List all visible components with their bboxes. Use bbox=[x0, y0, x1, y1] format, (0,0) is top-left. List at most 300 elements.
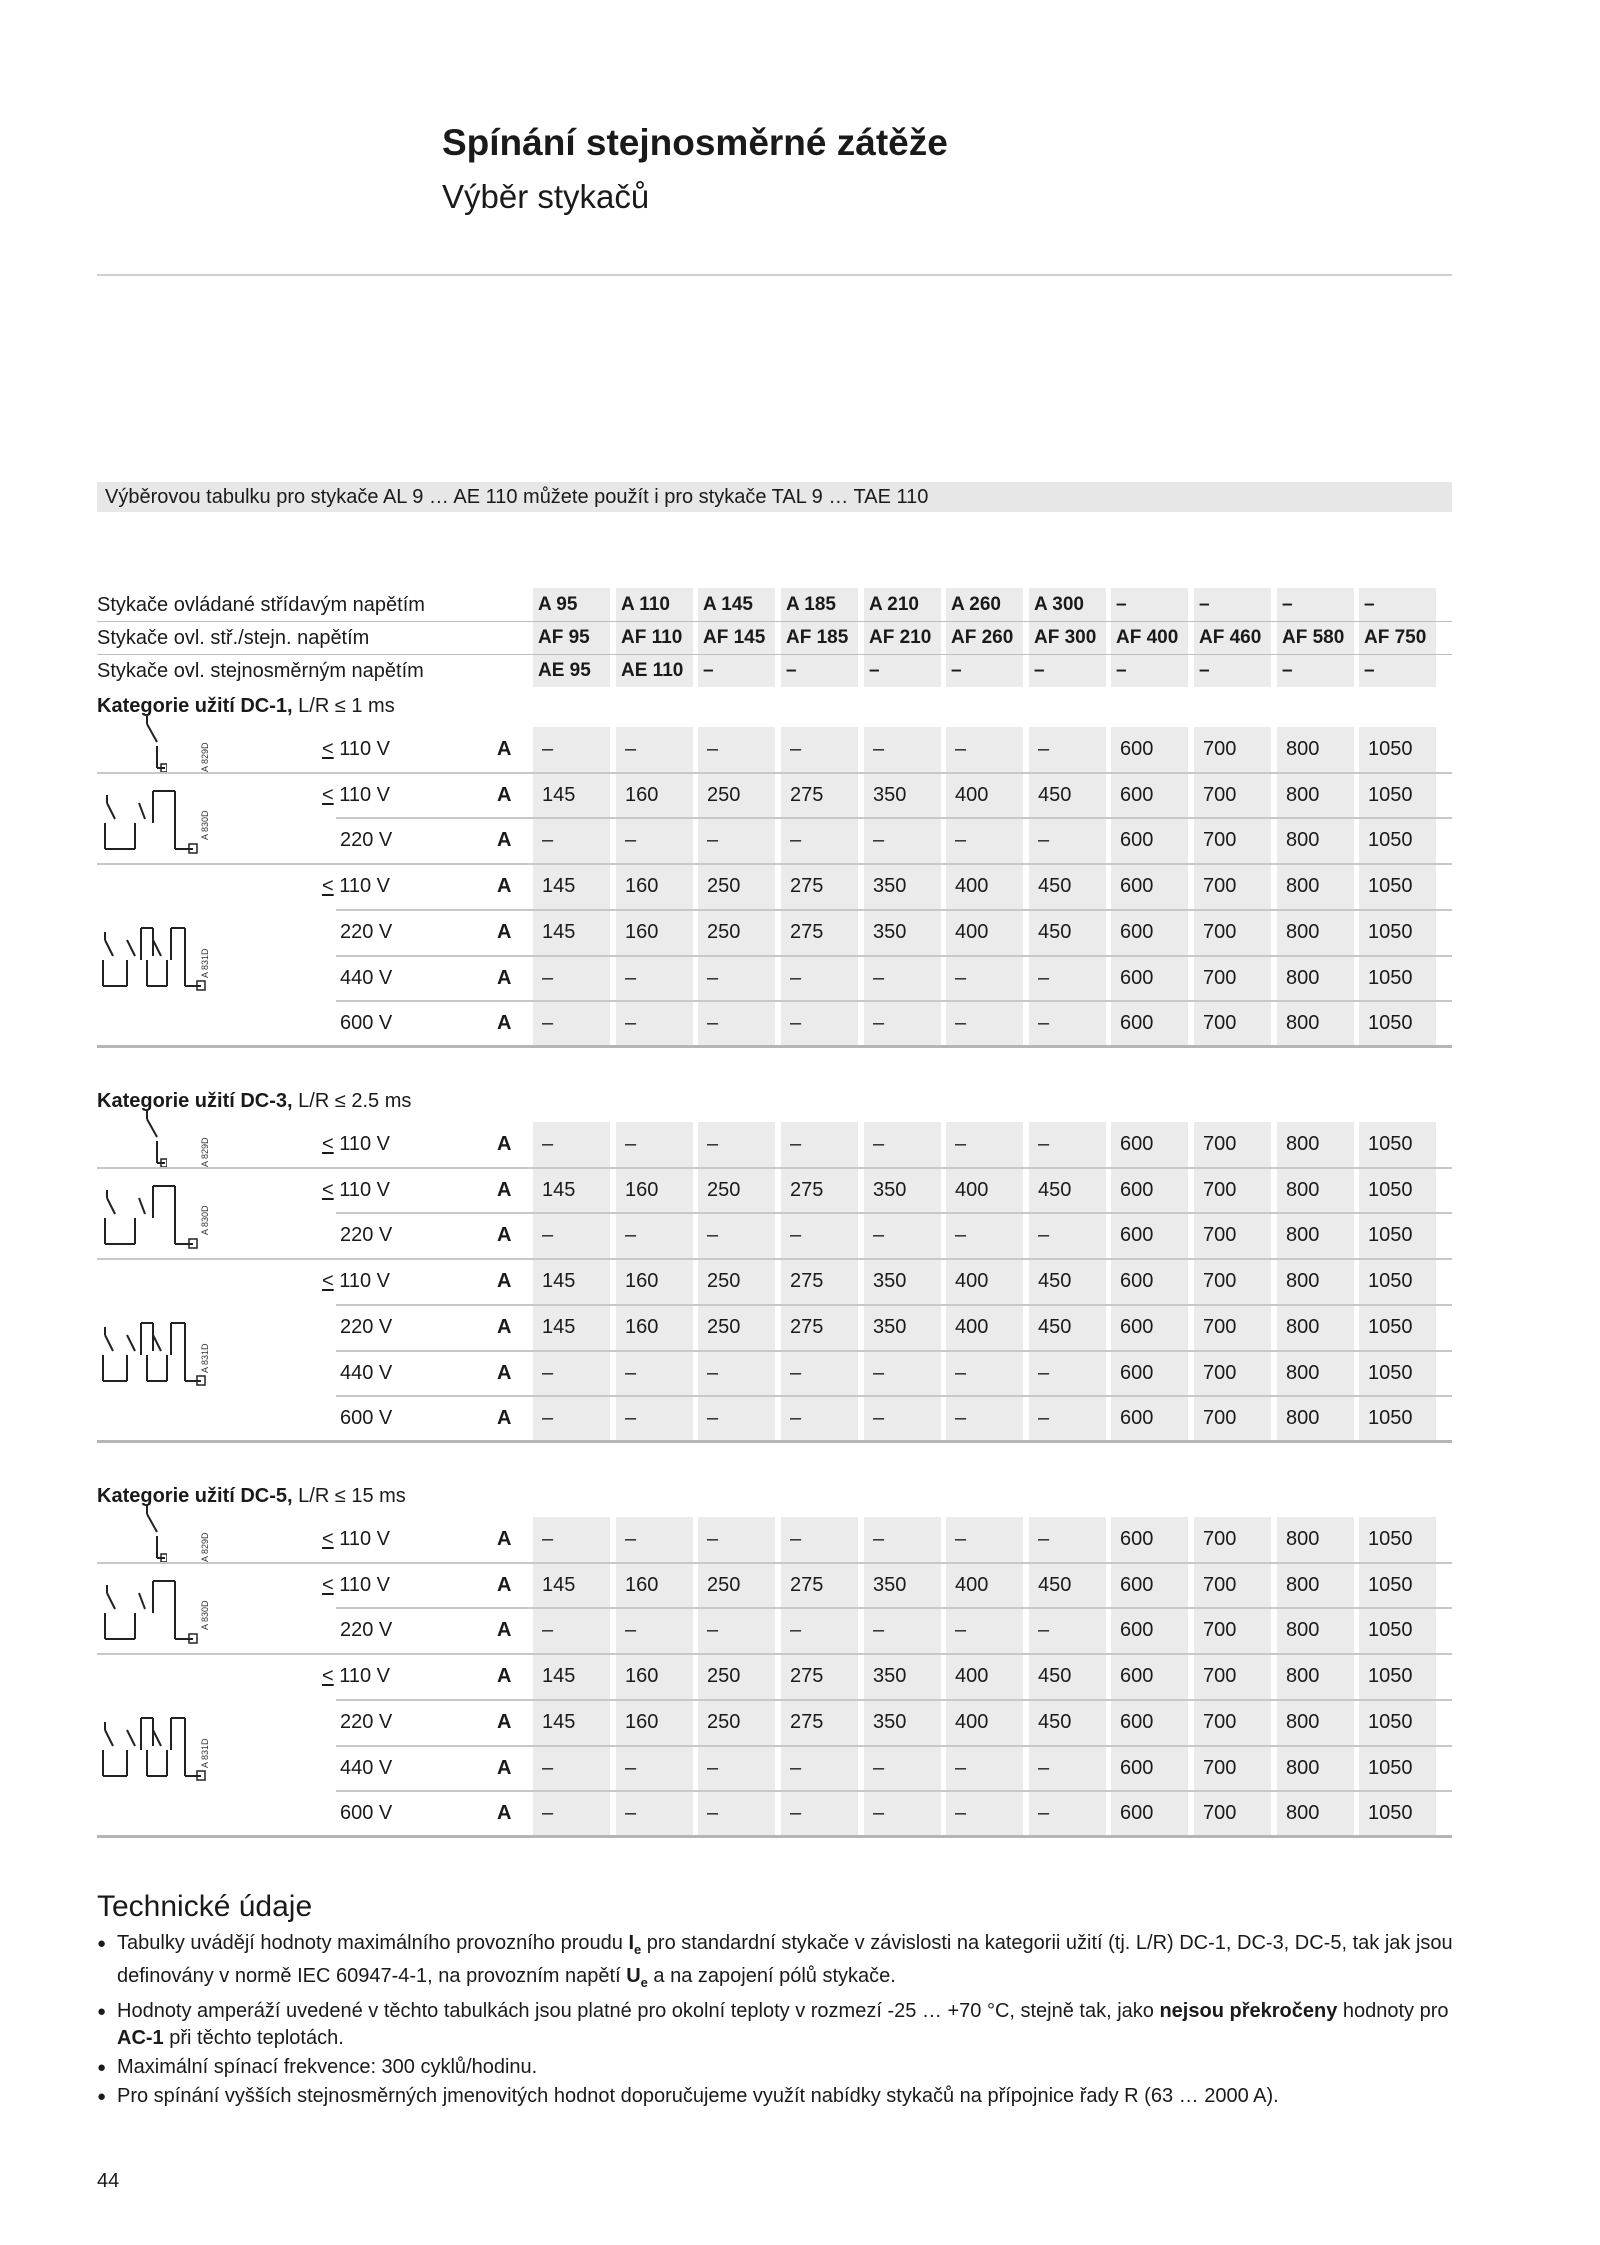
header-cell: AF 460 bbox=[1199, 627, 1262, 648]
voltage-label: < 110 V bbox=[322, 1178, 391, 1201]
header-divider-line bbox=[97, 621, 1452, 622]
unit-label: A bbox=[497, 1315, 512, 1338]
table-cell: – bbox=[1038, 1133, 1050, 1155]
table-cell: – bbox=[1038, 1619, 1050, 1642]
unit-label: A bbox=[497, 1802, 512, 1825]
unit-label: A bbox=[497, 1012, 512, 1035]
diagram-label: A 830D bbox=[200, 810, 210, 841]
header-cell: – bbox=[1199, 660, 1210, 681]
table-cell: 700 bbox=[1203, 1178, 1237, 1201]
table-cell: 145 bbox=[542, 875, 576, 898]
header-cell: A 260 bbox=[951, 594, 1001, 615]
table-cell: 1050 bbox=[1368, 1665, 1413, 1688]
table-cell: – bbox=[955, 1361, 967, 1384]
table-cell: 250 bbox=[707, 783, 741, 806]
voltage-label: 440 V bbox=[340, 966, 393, 989]
voltage-label: 220 V bbox=[340, 1315, 393, 1338]
table-cell: – bbox=[707, 1528, 719, 1550]
voltage-label: 220 V bbox=[340, 829, 393, 852]
voltage-label: 600 V bbox=[340, 1802, 393, 1825]
table-cell: – bbox=[790, 829, 802, 852]
table-cell: 275 bbox=[790, 1178, 824, 1201]
unit-label: A bbox=[497, 1407, 512, 1430]
table-cell: – bbox=[790, 1407, 802, 1430]
table-cell: – bbox=[790, 1756, 802, 1779]
less-or-equal-sign: < bbox=[322, 1133, 334, 1155]
header-cell: AF 260 bbox=[951, 627, 1014, 648]
header-cell: AF 145 bbox=[703, 627, 766, 648]
table-cell: 600 bbox=[1120, 1665, 1154, 1688]
table-cell: – bbox=[625, 829, 637, 852]
table-cell: – bbox=[707, 1802, 719, 1825]
group-divider-line bbox=[97, 863, 1452, 865]
unit-label: A bbox=[497, 738, 512, 760]
table-cell: 700 bbox=[1203, 875, 1237, 898]
diagram-label: A 831D bbox=[200, 1737, 210, 1768]
voltage-label: < 110 V bbox=[322, 738, 391, 760]
table-cell: – bbox=[625, 966, 637, 989]
table-cell: 600 bbox=[1120, 829, 1154, 852]
table-cell: 1050 bbox=[1368, 1224, 1413, 1247]
table-cell: – bbox=[790, 1802, 802, 1825]
unit-label: A bbox=[497, 1756, 512, 1779]
less-or-equal-sign: < bbox=[322, 1270, 334, 1293]
header-cell: – bbox=[703, 660, 714, 681]
unit-label: A bbox=[497, 829, 512, 852]
table-cell: – bbox=[1038, 966, 1050, 989]
table-cell: 600 bbox=[1120, 1528, 1154, 1550]
table-cell: 700 bbox=[1203, 1270, 1237, 1293]
table-cell: – bbox=[542, 1407, 554, 1430]
table-cell: 350 bbox=[873, 1710, 907, 1733]
table-cell: 800 bbox=[1286, 1012, 1320, 1035]
table-cell: – bbox=[542, 1756, 554, 1779]
table-cell: 275 bbox=[790, 1665, 824, 1688]
voltage-label: < 110 V bbox=[322, 875, 391, 898]
table-cell: 450 bbox=[1038, 920, 1072, 943]
table-cell: 350 bbox=[873, 1270, 907, 1293]
table-cell: – bbox=[955, 1224, 967, 1247]
table-cell: 450 bbox=[1038, 1315, 1072, 1338]
row-divider-line bbox=[336, 1212, 1452, 1214]
table-cell: 800 bbox=[1286, 1528, 1320, 1550]
table-cell: 700 bbox=[1203, 966, 1237, 989]
category-title: Kategorie užití DC-3, L/R ≤ 2.5 ms bbox=[97, 1090, 412, 1112]
table-cell: 800 bbox=[1286, 1573, 1320, 1596]
circuit-diagram-icon bbox=[97, 781, 202, 861]
table-cell: – bbox=[873, 1407, 885, 1430]
row-divider-line bbox=[336, 1304, 1452, 1306]
header-cell: – bbox=[786, 660, 797, 681]
voltage-label: 220 V bbox=[340, 1619, 393, 1642]
table-cell: – bbox=[955, 1407, 967, 1430]
less-or-equal-sign: < bbox=[322, 738, 334, 760]
row-divider-line bbox=[336, 1000, 1452, 1002]
tech-bullets bbox=[97, 1930, 1457, 2112]
table-cell: – bbox=[873, 738, 885, 760]
table-cell: 600 bbox=[1120, 1133, 1154, 1155]
table-cell: 800 bbox=[1286, 1756, 1320, 1779]
header-cell: AF 210 bbox=[869, 627, 932, 648]
header-cell: AE 110 bbox=[621, 660, 684, 681]
unit-label: A bbox=[497, 1710, 512, 1733]
voltage-label: 440 V bbox=[340, 1361, 393, 1384]
tech-bullet-item: ● Tabulky uvádějí hodnoty maximálního provozního proudu $I_e$ pro standardní stykače v závislosti na kategorii užití (tj. L/R) DC-1, DC-3, DC-5, tak jak jsou definovány v normě IEC 60947-4-1, na provozním napětí $U_e$ a na zapojení pólů stykače. bbox=[97, 1930, 1457, 1996]
table-cell: 1050 bbox=[1368, 1756, 1413, 1779]
table-cell: 700 bbox=[1203, 920, 1237, 943]
table-cell: 800 bbox=[1286, 875, 1320, 898]
table-cell: 350 bbox=[873, 1573, 907, 1596]
header-cell: A 110 bbox=[621, 594, 670, 615]
table-cell: 800 bbox=[1286, 920, 1320, 943]
table-cell: 600 bbox=[1120, 1407, 1154, 1430]
table-cell: 160 bbox=[625, 920, 659, 943]
circuit-diagram-icon bbox=[97, 1708, 212, 1788]
less-or-equal-sign: < bbox=[322, 1573, 334, 1596]
header-cell: AF 95 bbox=[538, 627, 590, 648]
unit-label: A bbox=[497, 966, 512, 989]
header-cell: AF 300 bbox=[1034, 627, 1097, 648]
table-cell: – bbox=[790, 1619, 802, 1642]
table-cell: 160 bbox=[625, 1665, 659, 1688]
group-divider-line bbox=[97, 1258, 1452, 1260]
header-row-label: Stykače ovl. stejnosměrným napětím bbox=[97, 660, 424, 682]
table-cell: – bbox=[625, 1133, 637, 1155]
table-cell: – bbox=[790, 1012, 802, 1035]
header-cell: – bbox=[1034, 660, 1045, 681]
table-cell: 600 bbox=[1120, 920, 1154, 943]
table-cell: 800 bbox=[1286, 1178, 1320, 1201]
table-cell: – bbox=[542, 1224, 554, 1247]
table-cell: 600 bbox=[1120, 966, 1154, 989]
table-cell: 250 bbox=[707, 1573, 741, 1596]
table-cell: – bbox=[1038, 1407, 1050, 1430]
less-or-equal-sign: < bbox=[322, 783, 334, 806]
table-cell: – bbox=[790, 1528, 802, 1550]
table-cell: – bbox=[1038, 1361, 1050, 1384]
table-cell: – bbox=[873, 1361, 885, 1384]
table-cell: 350 bbox=[873, 1665, 907, 1688]
table-cell: 600 bbox=[1120, 1270, 1154, 1293]
table-cell: 450 bbox=[1038, 1573, 1072, 1596]
table-cell: – bbox=[790, 966, 802, 989]
header-divider-line bbox=[97, 654, 1452, 655]
group-divider-line bbox=[97, 1653, 1452, 1655]
table-cell: – bbox=[707, 1361, 719, 1384]
header-cell: – bbox=[1116, 594, 1127, 615]
table-cell: 400 bbox=[955, 920, 989, 943]
voltage-label: < 110 V bbox=[322, 1665, 391, 1688]
table-cell: 700 bbox=[1203, 829, 1237, 852]
table-cell: 350 bbox=[873, 875, 907, 898]
table-cell: 1050 bbox=[1368, 1573, 1413, 1596]
table-cell: – bbox=[955, 1133, 967, 1155]
table-cell: – bbox=[790, 1361, 802, 1384]
diagram-label: A 831D bbox=[200, 1342, 210, 1373]
table-cell: 700 bbox=[1203, 1407, 1237, 1430]
table-cell: – bbox=[873, 1224, 885, 1247]
row-divider-line bbox=[336, 909, 1452, 911]
table-cell: 800 bbox=[1286, 783, 1320, 806]
table-cell: 600 bbox=[1120, 1619, 1154, 1642]
table-cell: – bbox=[790, 1133, 802, 1155]
table-cell: – bbox=[625, 1802, 637, 1825]
table-cell: 400 bbox=[955, 783, 989, 806]
table-cell: 1050 bbox=[1368, 1270, 1413, 1293]
table-cell: 275 bbox=[790, 1710, 824, 1733]
table-cell: – bbox=[542, 1133, 554, 1155]
unit-label: A bbox=[497, 1133, 512, 1155]
table-cell: – bbox=[955, 738, 967, 760]
table-cell: – bbox=[1038, 1224, 1050, 1247]
voltage-label: 600 V bbox=[340, 1407, 393, 1430]
voltage-label: < 110 V bbox=[322, 1270, 391, 1293]
table-cell: – bbox=[1038, 1756, 1050, 1779]
table-cell: 1050 bbox=[1368, 920, 1413, 943]
unit-label: A bbox=[497, 1178, 512, 1201]
table-cell: 275 bbox=[790, 875, 824, 898]
unit-label: A bbox=[497, 783, 512, 806]
table-cell: 160 bbox=[625, 875, 659, 898]
table-cell: 700 bbox=[1203, 1802, 1237, 1825]
voltage-label: < 110 V bbox=[322, 1133, 391, 1155]
diagram-label: A 829D bbox=[200, 742, 210, 772]
table-cell: 800 bbox=[1286, 1710, 1320, 1733]
table-cell: – bbox=[873, 1619, 885, 1642]
table-cell: 350 bbox=[873, 920, 907, 943]
table-cell: – bbox=[955, 1012, 967, 1035]
table-cell: – bbox=[707, 829, 719, 852]
circuit-diagram-icon bbox=[97, 1176, 202, 1256]
table-cell: – bbox=[625, 1528, 637, 1550]
table-cell: 1050 bbox=[1368, 1012, 1413, 1035]
voltage-label: < 110 V bbox=[322, 783, 391, 806]
header-cell: – bbox=[1116, 660, 1127, 681]
table-cell: 700 bbox=[1203, 1528, 1237, 1550]
table-cell: 700 bbox=[1203, 1012, 1237, 1035]
table-cell: 250 bbox=[707, 920, 741, 943]
table-cell: 800 bbox=[1286, 1407, 1320, 1430]
table-cell: 450 bbox=[1038, 1178, 1072, 1201]
table-cell: – bbox=[707, 738, 719, 760]
table-cell: – bbox=[542, 1012, 554, 1035]
table-cell: – bbox=[955, 1528, 967, 1550]
page-title: Spínání stejnosměrné zátěže bbox=[442, 122, 948, 163]
table-cell: 275 bbox=[790, 1573, 824, 1596]
table-cell: 400 bbox=[955, 1710, 989, 1733]
table-cell: 450 bbox=[1038, 1270, 1072, 1293]
table-cell: – bbox=[873, 1012, 885, 1035]
row-divider-line bbox=[336, 1395, 1452, 1397]
header-cell: – bbox=[1282, 594, 1293, 615]
table-cell: 1050 bbox=[1368, 1133, 1413, 1155]
table-cell: 800 bbox=[1286, 1665, 1320, 1688]
table-cell: 700 bbox=[1203, 738, 1237, 760]
table-cell: 700 bbox=[1203, 1361, 1237, 1384]
less-or-equal-sign: < bbox=[322, 875, 334, 898]
voltage-label: < 110 V bbox=[322, 1573, 391, 1596]
voltage-label: 440 V bbox=[340, 1756, 393, 1779]
table-cell: 700 bbox=[1203, 1710, 1237, 1733]
table-cell: 400 bbox=[955, 1315, 989, 1338]
header-divider bbox=[97, 274, 1452, 276]
table-cell: 700 bbox=[1203, 1133, 1237, 1155]
table-cell: 1050 bbox=[1368, 1619, 1413, 1642]
header-cell: AF 110 bbox=[621, 627, 683, 648]
header-cell: A 300 bbox=[1034, 594, 1084, 615]
table-cell: – bbox=[707, 1407, 719, 1430]
header-cell: AF 750 bbox=[1364, 627, 1427, 648]
table-cell: 1050 bbox=[1368, 1178, 1413, 1201]
table-cell: 1050 bbox=[1368, 829, 1413, 852]
group-divider-line bbox=[97, 1167, 1452, 1169]
header-cell: – bbox=[1282, 660, 1293, 681]
table-cell: – bbox=[1038, 1012, 1050, 1035]
row-divider-line bbox=[336, 1350, 1452, 1352]
table-cell: 600 bbox=[1120, 875, 1154, 898]
header-cell: – bbox=[951, 660, 962, 681]
table-cell: – bbox=[955, 966, 967, 989]
table-cell: 1050 bbox=[1368, 875, 1413, 898]
less-or-equal-sign: < bbox=[322, 1528, 334, 1550]
table-cell: 600 bbox=[1120, 1315, 1154, 1338]
circuit-diagram-icon bbox=[97, 712, 167, 779]
table-cell: 800 bbox=[1286, 829, 1320, 852]
table-cell: 160 bbox=[625, 1573, 659, 1596]
table-cell: 1050 bbox=[1368, 1802, 1413, 1825]
header-cell: – bbox=[1364, 594, 1375, 615]
table-cell: 700 bbox=[1203, 1315, 1237, 1338]
table-cell: 800 bbox=[1286, 1270, 1320, 1293]
table-cell: – bbox=[625, 1756, 637, 1779]
tech-heading: Technické údaje bbox=[97, 1890, 313, 1923]
unit-label: A bbox=[497, 1528, 512, 1550]
page-subtitle: Výběr stykačů bbox=[442, 178, 650, 215]
table-cell: – bbox=[873, 1133, 885, 1155]
category-title: Kategorie užití DC-5, L/R ≤ 15 ms bbox=[97, 1485, 406, 1507]
table-cell: – bbox=[873, 966, 885, 989]
table-cell: 600 bbox=[1120, 1012, 1154, 1035]
table-cell: 800 bbox=[1286, 1133, 1320, 1155]
table-cell: – bbox=[707, 966, 719, 989]
voltage-label: 220 V bbox=[340, 1710, 393, 1733]
circuit-diagram-icon bbox=[97, 918, 212, 998]
table-cell: 350 bbox=[873, 1178, 907, 1201]
table-cell: 1050 bbox=[1368, 1710, 1413, 1733]
circuit-diagram-icon bbox=[97, 1502, 167, 1569]
row-divider-line bbox=[336, 1607, 1452, 1609]
header-cell: AF 185 bbox=[786, 627, 849, 648]
circuit-diagram-icon bbox=[97, 1107, 167, 1174]
table-cell: 600 bbox=[1120, 783, 1154, 806]
table-cell: – bbox=[625, 1224, 637, 1247]
row-divider-line bbox=[336, 1790, 1452, 1792]
table-cell: – bbox=[790, 1224, 802, 1247]
table-cell: 250 bbox=[707, 875, 741, 898]
header-cell: – bbox=[869, 660, 880, 681]
table-cell: 450 bbox=[1038, 783, 1072, 806]
table-cell: 145 bbox=[542, 1665, 576, 1688]
table-cell: 400 bbox=[955, 1665, 989, 1688]
table-cell: – bbox=[707, 1619, 719, 1642]
table-cell: – bbox=[873, 1802, 885, 1825]
table-cell: 145 bbox=[542, 920, 576, 943]
table-cell: 160 bbox=[625, 1315, 659, 1338]
table-cell: 600 bbox=[1120, 738, 1154, 760]
table-cell: – bbox=[955, 1619, 967, 1642]
row-divider-line bbox=[336, 817, 1452, 819]
table-cell: – bbox=[625, 1012, 637, 1035]
table-cell: 800 bbox=[1286, 738, 1320, 760]
table-cell: – bbox=[873, 1756, 885, 1779]
header-cell: – bbox=[1364, 660, 1375, 681]
header-cell: A 185 bbox=[786, 594, 836, 615]
table-cell: – bbox=[625, 1407, 637, 1430]
circuit-diagram-icon bbox=[97, 1571, 202, 1651]
voltage-label: 220 V bbox=[340, 920, 393, 943]
table-cell: 800 bbox=[1286, 1224, 1320, 1247]
table-cell: 1050 bbox=[1368, 1528, 1413, 1550]
table-cell: 160 bbox=[625, 783, 659, 806]
table-cell: 350 bbox=[873, 783, 907, 806]
category-bottom-line bbox=[97, 1835, 1452, 1838]
note-bar: Výběrovou tabulku pro stykače AL 9 … AE 110 můžete použít i pro stykače TAL 9 … TAE 110 bbox=[97, 482, 1452, 512]
table-cell: 1050 bbox=[1368, 1315, 1413, 1338]
table-cell: – bbox=[625, 738, 637, 760]
table-cell: 600 bbox=[1120, 1224, 1154, 1247]
table-cell: 600 bbox=[1120, 1573, 1154, 1596]
header-cell: A 145 bbox=[703, 594, 753, 615]
table-cell: 1050 bbox=[1368, 966, 1413, 989]
table-cell: 700 bbox=[1203, 1665, 1237, 1688]
header-cell: AF 580 bbox=[1282, 627, 1345, 648]
table-cell: – bbox=[707, 1012, 719, 1035]
circuit-diagram-icon bbox=[97, 1313, 212, 1393]
diagram-label: A 831D bbox=[200, 947, 210, 978]
table-cell: 145 bbox=[542, 1710, 576, 1733]
table-cell: 160 bbox=[625, 1178, 659, 1201]
table-cell: – bbox=[707, 1133, 719, 1155]
table-cell: 145 bbox=[542, 1270, 576, 1293]
table-cell: 250 bbox=[707, 1315, 741, 1338]
page-number: 44 bbox=[97, 2170, 120, 2192]
table-cell: 600 bbox=[1120, 1178, 1154, 1201]
table-cell: 1050 bbox=[1368, 1361, 1413, 1384]
table-cell: – bbox=[542, 1361, 554, 1384]
table-cell: 600 bbox=[1120, 1802, 1154, 1825]
table-cell: – bbox=[542, 1802, 554, 1825]
table-cell: 800 bbox=[1286, 1315, 1320, 1338]
table-cell: – bbox=[790, 738, 802, 760]
group-divider-line bbox=[97, 1562, 1452, 1564]
table-cell: 145 bbox=[542, 1573, 576, 1596]
tech-bullet-item: ● Maximální spínací frekvence: 300 cyklů/hodinu. bbox=[97, 2054, 1457, 2081]
diagram-label: A 830D bbox=[200, 1600, 210, 1631]
table-cell: 350 bbox=[873, 1315, 907, 1338]
table-cell: – bbox=[1038, 1802, 1050, 1825]
unit-label: A bbox=[497, 1224, 512, 1247]
table-cell: 800 bbox=[1286, 1361, 1320, 1384]
table-cell: 275 bbox=[790, 1315, 824, 1338]
table-cell: – bbox=[707, 1224, 719, 1247]
table-cell: 450 bbox=[1038, 875, 1072, 898]
row-divider-line bbox=[336, 1745, 1452, 1747]
table-cell: 800 bbox=[1286, 966, 1320, 989]
table-cell: – bbox=[1038, 738, 1050, 760]
table-cell: 400 bbox=[955, 875, 989, 898]
table-cell: 145 bbox=[542, 1315, 576, 1338]
table-cell: 250 bbox=[707, 1710, 741, 1733]
